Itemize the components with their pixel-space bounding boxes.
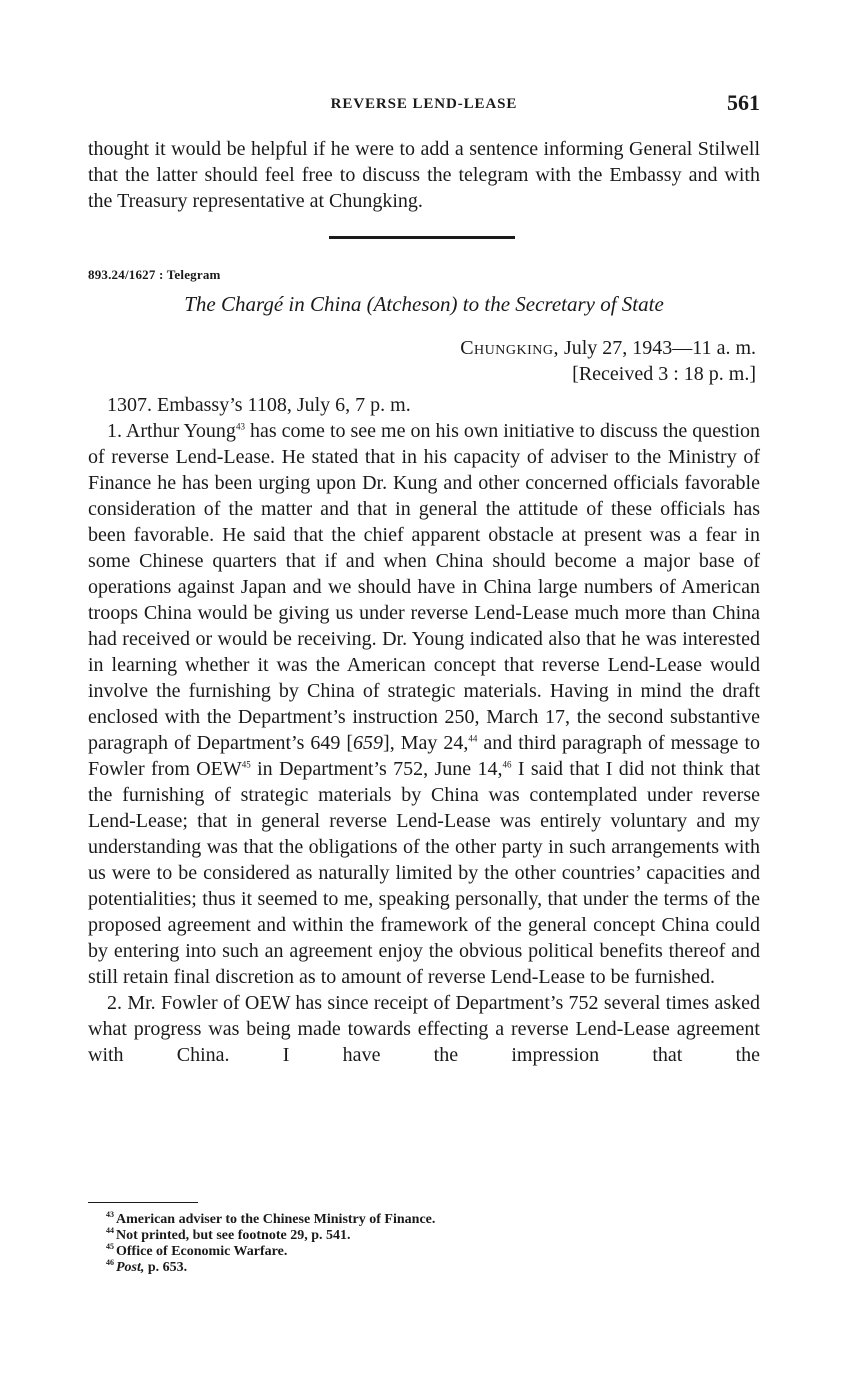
dateline-date: July 27, 1943—11 a. m. (558, 337, 756, 359)
dateline-received: [Received 3 : 18 p. m.] (572, 363, 756, 385)
paragraph-1 (88, 418, 760, 990)
footnote-46 (106, 1260, 756, 1276)
footnote-text: p. 653. (144, 1260, 188, 1275)
paragraph-1-text-a: 1. Arthur Young (107, 420, 236, 442)
paragraph-1-correction: 659 (353, 732, 384, 754)
paragraph-1-text-f: in Department’s 752, June 14, (250, 758, 503, 780)
footnote-text-italic: Post, (116, 1260, 145, 1275)
dateline (460, 335, 756, 387)
footnote-45 (106, 1244, 756, 1260)
footnote-text: Not printed, but see footnote 29, p. 541. (116, 1228, 351, 1243)
running-title: REVERSE LEND-LEASE (330, 96, 518, 112)
footnote-mark: 45 (106, 1242, 114, 1252)
footnote-ref-46: 46 (502, 759, 512, 770)
paragraph-2: 2. Mr. Fowler of OEW has since receipt of Department’s 752 several times asked what progress was being made towards effecting a reverse Lend-Lease agreement with China. I have the impression that the (88, 992, 760, 1066)
footnote-mark: 44 (106, 1226, 114, 1236)
footnote-ref-44: 44 (468, 733, 478, 744)
paragraph-1-text-e: and third paragraph of message to Fowler from OEW (88, 732, 761, 780)
document-title: The Chargé in China (Atcheson) to the Secretary of State (184, 292, 664, 316)
footnote-mark: 43 (106, 1210, 114, 1220)
intro-paragraph: thought it would be helpful if he were to add a sentence informing General Stilwell that the latter should feel free to discuss the telegram with the Embassy and with the Treasury representative at Chungking. (88, 138, 760, 212)
paragraph-1-text-g: I said that I did not think that the furnishing of strategic materials by China was contemplated under reverse Lend-Lease; that in general reverse Lend-Lease was entirely voluntary and my understanding was that the obligations of the other party in such arrangements with us were to be considered as naturally limited by the other countries’ capacities and potentialities; thus it seemed to me, speaking personally, that under the terms of the proposed agreement and within the framework of the general concept China could by entering into such an agreement enjoy the obvious political benefits thereof and still retain final discretion as to amount of reverse Lend-Lease to be furnished. (88, 758, 761, 988)
telegram-body (88, 418, 760, 1068)
footnote-text: American adviser to the Chinese Ministry of Finance. (116, 1212, 436, 1227)
footnote-rule (88, 1202, 198, 1203)
footnote-mark: 46 (106, 1258, 114, 1268)
page-number: 561 (727, 90, 760, 115)
footnote-43 (106, 1212, 756, 1228)
footnote-ref-45: 45 (241, 759, 251, 770)
dateline-place: Chungking, (460, 337, 559, 359)
dateline-sent (460, 335, 756, 361)
running-head (88, 92, 760, 118)
footnote-text: Office of Economic Warfare. (116, 1244, 288, 1259)
footnote-ref-43: 43 (235, 421, 245, 432)
paragraph-1-text-d: ], May 24, (383, 732, 469, 754)
file-reference: 893.24/1627 : Telegram (88, 267, 221, 282)
paragraph-1-text-b: has come to see me on his own initiative to discuss the question of reverse Lend-Lease. He stated that in his capacity of adviser to the Ministry of Finance he has been urging upon Dr. Kung and other concerned officials favorable consideration of the matter and that in general the attitude of these officials has been favorable. He said that the chief apparent obstacle at present was a fear in some Chinese quarters that if and when China should become a major base of operations against Japan and we should have in China large numbers of American troops China would be giving us under reverse Lend-Lease much more than China had received or would be receiving. Dr. Young indicated also that he was interested in learning whether it was the American concept that reverse Lend-Lease would involve the furnishing by China of strategic materials. Having in mind the draft enclosed with the Department’s instruction 250, March 17, the second substantive paragraph of Department’s 649 [ (88, 420, 760, 754)
section-divider (329, 236, 515, 239)
footnotes (106, 1212, 756, 1276)
telegram-reference: 1307. Embassy’s 1108, July 6, 7 p. m. (107, 394, 411, 416)
footnote-44 (106, 1228, 756, 1244)
